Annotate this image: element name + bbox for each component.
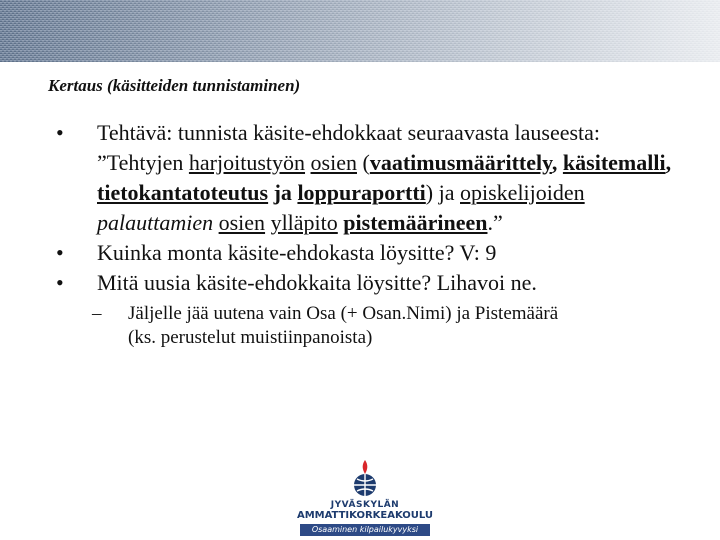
text-run: Tehtävä: tunnista käsite-ehdokkaat seuraavasta lauseesta: ”Tehtyjen — [97, 120, 601, 175]
text-run-bold-underlined: loppuraportti — [297, 180, 426, 205]
text-run-bold-underlined: pistemäärineen — [343, 210, 488, 235]
text-run-bold-underlined: vaatimusmäärittely — [369, 150, 552, 175]
slide-title: Kertaus (käsitteiden tunnistaminen) — [48, 76, 301, 95]
text-run-underlined: harjoitustyön — [188, 150, 306, 175]
bullet-marker: • — [56, 120, 64, 145]
logo-tagline: Osaaminen kilpailukyvyksi — [300, 524, 430, 536]
text-run-underlined: opiskelijoiden — [460, 180, 585, 205]
bullet-list — [0, 118, 720, 350]
text-run-bold: , — [665, 150, 672, 175]
flame-globe-icon — [345, 458, 385, 498]
text-run: ( — [356, 150, 370, 175]
bullet-text: Mitä uusia käsite-ehdokkaita löysitte? Lihavoi ne. — [97, 270, 537, 295]
sub-bullet-text: Jäljelle jää uutena vain Osa (+ Osan.Nimi) ja Pistemäärä (ks. perustelut muistiinpanoista) — [128, 303, 559, 348]
jamk-logo — [290, 458, 440, 536]
bullet-item-new — [0, 268, 720, 298]
header-band — [0, 0, 720, 62]
bullet-marker: • — [56, 270, 64, 295]
text-run-underlined: osien — [310, 150, 357, 175]
text-run: ) ja — [425, 180, 460, 205]
text-run-italic: palauttamien — [97, 210, 214, 235]
text-run-underlined: ylläpito — [270, 210, 338, 235]
text-run-underlined: osien — [218, 210, 266, 235]
sub-bullet-marker: – — [92, 303, 102, 324]
bullet-text: Kuinka monta käsite-ehdokasta löysitte? V: 9 — [97, 240, 497, 265]
bullet-text — [97, 118, 687, 238]
logo-line2: AMMATTIKORKEAKOULU — [296, 510, 434, 521]
text-run-bold-underlined: tietokantatoteutus — [97, 180, 269, 205]
text-run-bold: , — [551, 150, 563, 175]
text-run-bold: ja — [268, 180, 298, 205]
sub-bullet-item — [0, 302, 720, 350]
bullet-item-task — [0, 118, 720, 238]
text-run: .” — [487, 210, 503, 235]
bullet-item-count — [0, 238, 720, 268]
logo-line1: JYVÄSKYLÄN — [330, 500, 400, 510]
bullet-marker: • — [56, 240, 64, 265]
text-run-bold-underlined: käsitemalli — [562, 150, 666, 175]
